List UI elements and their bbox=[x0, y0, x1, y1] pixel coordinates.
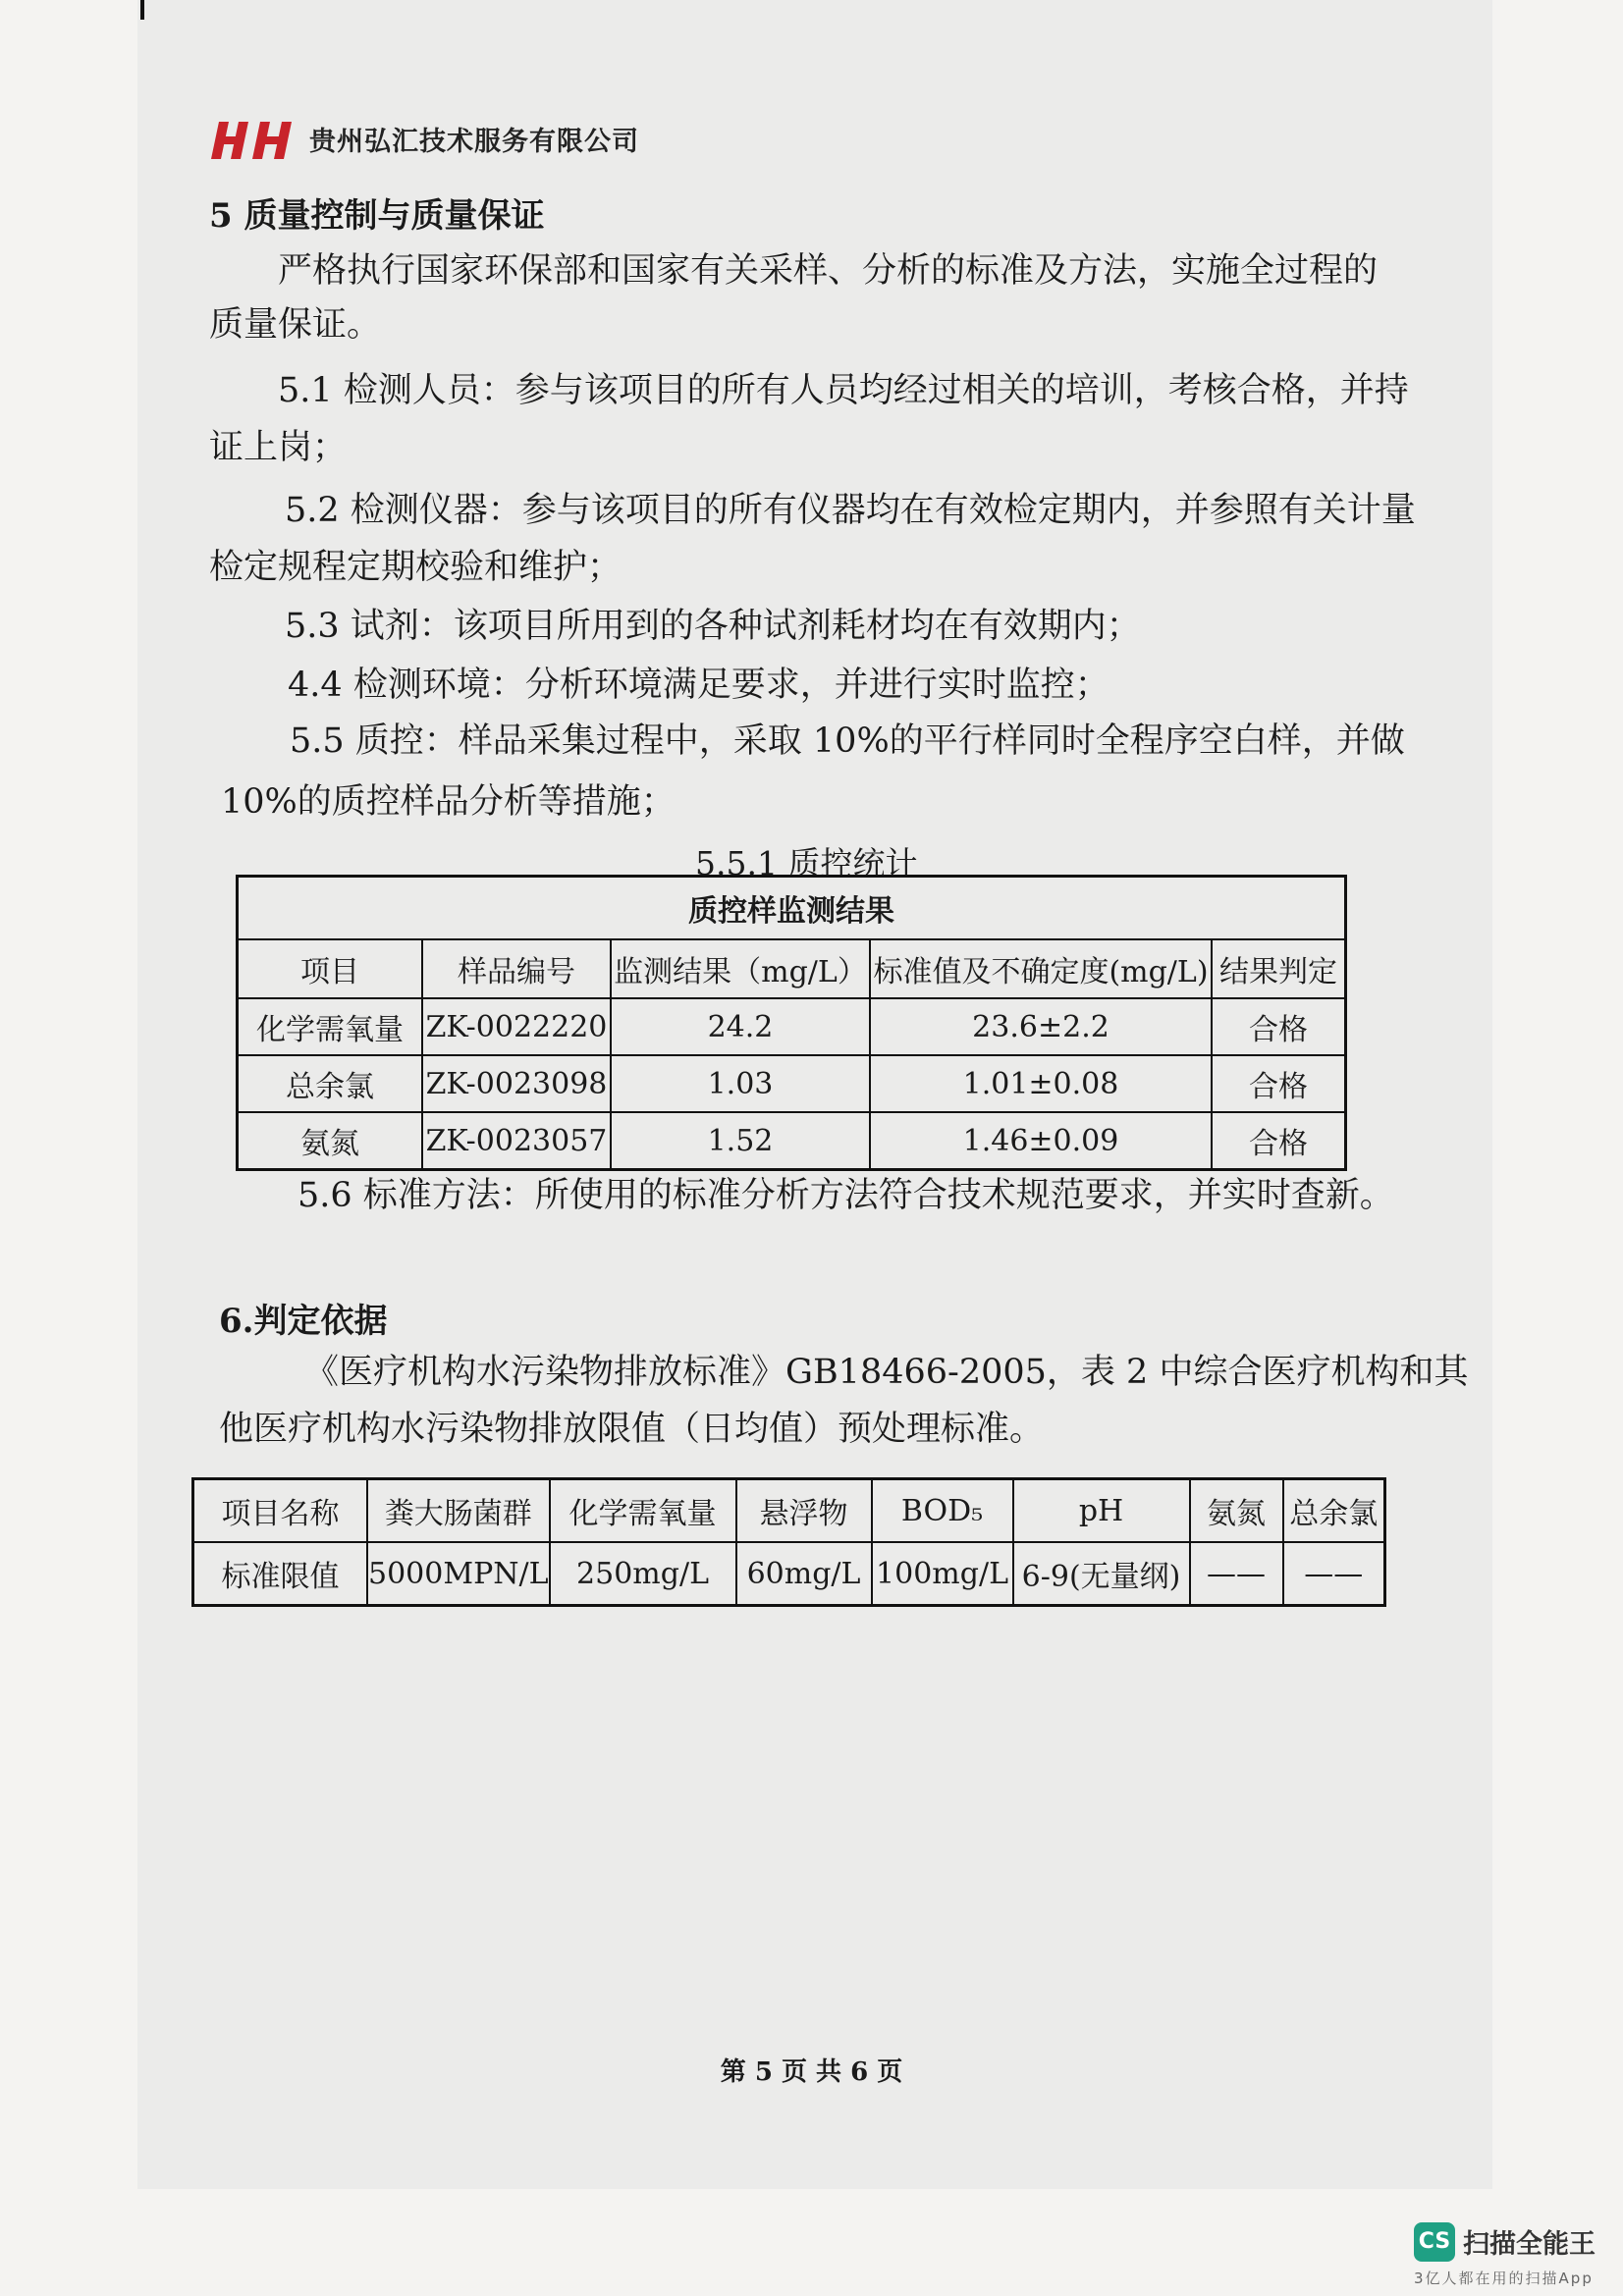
section-6-text-line1: 《医疗机构水污染物排放标准》GB18466-2005，表 2 中综合医疗机构和其 bbox=[304, 1353, 1469, 1392]
limit-cell-bod5: 100mg/L bbox=[872, 1542, 1013, 1606]
item-5-2-line1: 5.2 检测仪器：参与该项目的所有仪器均在有效检定期内，并参照有关计量 bbox=[285, 491, 1416, 530]
item-5-1-line2: 证上岗； bbox=[209, 428, 348, 467]
qc-table-title: 5.5.1 质控统计 bbox=[695, 844, 918, 882]
qc-cell-item: 总余氯 bbox=[238, 1055, 423, 1112]
qc-cell-standard: 1.46±0.09 bbox=[870, 1112, 1212, 1170]
item-5-6: 5.6 标准方法：所使用的标准分析方法符合技术规范要求，并实时查新。 bbox=[298, 1176, 1394, 1215]
section-5-intro-line2: 质量保证。 bbox=[209, 305, 382, 345]
qc-header-standard: 标准值及不确定度(mg/L) bbox=[870, 939, 1212, 998]
company-name: 贵州弘汇技术服务有限公司 bbox=[309, 127, 639, 157]
scanner-watermark bbox=[1414, 2218, 1610, 2287]
qc-cell-result: 24.2 bbox=[611, 998, 870, 1055]
limit-header-item-name: 项目名称 bbox=[193, 1479, 368, 1543]
qc-cell-result: 1.03 bbox=[611, 1055, 870, 1112]
section-6-text-line2: 他医疗机构水污染物排放限值（日均值）预处理标准。 bbox=[219, 1410, 1045, 1449]
limit-cell-ammonia: —— bbox=[1190, 1542, 1283, 1606]
limit-header-ammonia: 氨氮 bbox=[1190, 1479, 1283, 1543]
limit-cell-label: 标准限值 bbox=[193, 1542, 368, 1606]
qc-header-result: 监测结果（mg/L） bbox=[611, 939, 870, 998]
limit-header-chlorine: 总余氯 bbox=[1283, 1479, 1385, 1543]
qc-cell-judgement: 合格 bbox=[1212, 998, 1346, 1055]
section-5-title: 5 质量控制与质量保证 bbox=[209, 196, 545, 236]
limit-cell-ph: 6-9(无量纲) bbox=[1013, 1542, 1190, 1606]
item-5-1-line1: 5.1 检测人员：参与该项目的所有人员均经过相关的培训，考核合格，并持 bbox=[278, 371, 1409, 410]
qc-cell-sample-no: ZK-0023057 bbox=[422, 1112, 611, 1170]
item-5-5-line1: 5.5 质控：样品采集过程中，采取 10%的平行样同时全程序空白样，并做 bbox=[290, 721, 1405, 761]
qc-cell-item: 氨氮 bbox=[238, 1112, 423, 1170]
qc-cell-sample-no: ZK-0023098 bbox=[422, 1055, 611, 1112]
item-5-3: 5.3 试剂：该项目所用到的各种试剂耗材均在有效期内； bbox=[285, 607, 1141, 646]
discharge-limit-table bbox=[191, 1477, 1386, 1607]
limit-header-coliform: 粪大肠菌群 bbox=[367, 1479, 550, 1543]
section-6-title: 6.判定依据 bbox=[219, 1302, 388, 1341]
limit-table-header-row bbox=[193, 1479, 1385, 1543]
qc-header-sample-no: 样品编号 bbox=[422, 939, 611, 998]
qc-header-item: 项目 bbox=[238, 939, 423, 998]
qc-cell-standard: 23.6±2.2 bbox=[870, 998, 1212, 1055]
qc-cell-judgement: 合格 bbox=[1212, 1055, 1346, 1112]
item-5-5-line2: 10%的质控样品分析等措施； bbox=[221, 782, 676, 822]
limit-cell-coliform: 5000MPN/L bbox=[367, 1542, 550, 1606]
qc-cell-judgement: 合格 bbox=[1212, 1112, 1346, 1170]
table-row bbox=[238, 1112, 1346, 1170]
item-5-2-line2: 检定规程定期校验和维护； bbox=[209, 548, 622, 587]
company-logo-icon bbox=[209, 118, 296, 163]
limit-cell-chlorine: —— bbox=[1283, 1542, 1385, 1606]
limit-header-bod5: BOD₅ bbox=[872, 1479, 1013, 1543]
qc-table-header-row bbox=[238, 939, 1346, 998]
limit-cell-cod: 250mg/L bbox=[550, 1542, 736, 1606]
qc-cell-item: 化学需氧量 bbox=[238, 998, 423, 1055]
page-number: 第 5 页 共 6 页 bbox=[720, 2057, 903, 2087]
qc-cell-standard: 1.01±0.08 bbox=[870, 1055, 1212, 1112]
qc-cell-sample-no: ZK-0022220 bbox=[422, 998, 611, 1055]
cs-badge-icon: CS bbox=[1414, 2222, 1455, 2262]
limit-header-cod: 化学需氧量 bbox=[550, 1479, 736, 1543]
watermark-app-name: 扫描全能王 bbox=[1463, 2229, 1596, 2260]
qc-table-caption: 质控样监测结果 bbox=[238, 877, 1346, 940]
table-row bbox=[193, 1542, 1385, 1606]
qc-cell-result: 1.52 bbox=[611, 1112, 870, 1170]
watermark-tagline: 3亿人都在用的扫描App bbox=[1414, 2269, 1594, 2287]
qc-header-judgement: 结果判定 bbox=[1212, 939, 1346, 998]
table-row bbox=[238, 1055, 1346, 1112]
limit-cell-ss: 60mg/L bbox=[736, 1542, 872, 1606]
limit-header-ss: 悬浮物 bbox=[736, 1479, 872, 1543]
section-5-intro-line1: 严格执行国家环保部和国家有关采样、分析的标准及方法，实施全过程的 bbox=[278, 251, 1379, 291]
limit-header-ph: pH bbox=[1013, 1479, 1190, 1543]
item-4-4: 4.4 检测环境：分析环境满足要求，并进行实时监控； bbox=[288, 666, 1109, 705]
table-row bbox=[238, 998, 1346, 1055]
scan-edge-mark bbox=[140, 0, 144, 20]
qc-results-table bbox=[236, 875, 1347, 1171]
